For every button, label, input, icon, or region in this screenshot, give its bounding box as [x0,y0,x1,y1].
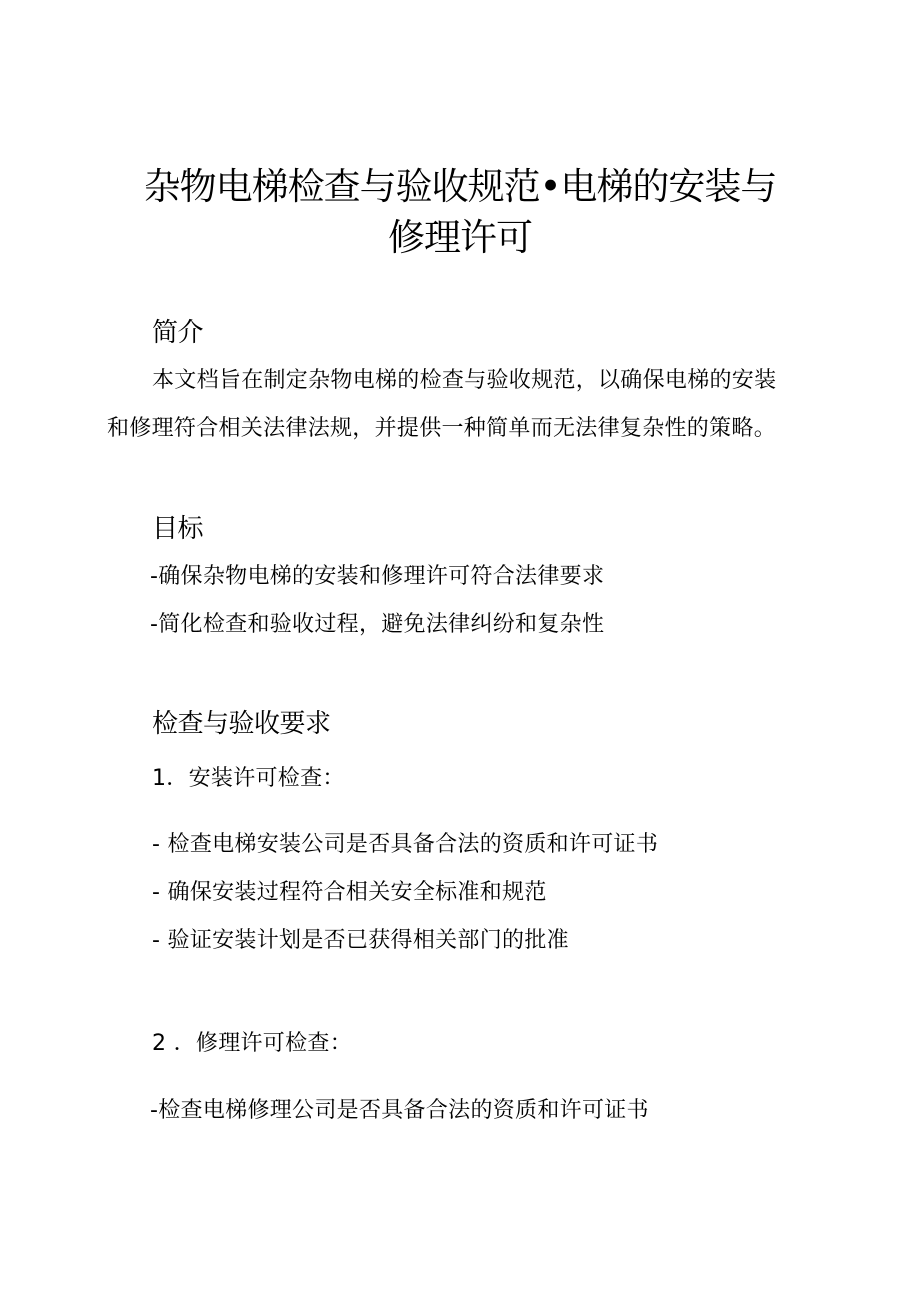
install-check-item: - 验证安装计划是否已获得相关部门的批准 [152,928,569,953]
repair-check-item: -检查电梯修理公司是否具备合法的资质和许可证书 [150,1098,649,1123]
goal-item: -简化检查和验收过程，避免法律纠纷和复杂性 [150,612,605,637]
install-check-item: - 确保安装过程符合相关安全标准和规范 [152,880,547,905]
install-permit-check-title: 1．安装许可检查： [152,766,345,791]
goal-item: -确保杂物电梯的安装和修理许可符合法律要求 [150,564,605,589]
document-title-line-1: 杂物电梯检查与验收规范•电梯的安装与 [143,165,777,208]
intro-paragraph-line-2: 和修理符合相关法律法规，并提供一种简单而无法律复杂性的策略。 [107,416,777,441]
goals-heading: 目标 [152,514,204,544]
document-title-line-2: 修理许可 [388,216,532,259]
intro-paragraph-line-1: 本文档旨在制定杂物电梯的检查与验收规范，以确保电梯的安装 [152,368,777,393]
repair-permit-check-title: 2 ．修理许可检查： [152,1031,352,1056]
intro-heading: 简介 [152,318,204,348]
requirements-heading: 检查与验收要求 [152,709,331,739]
install-check-item: - 检查电梯安装公司是否具备合法的资质和许可证书 [152,832,659,857]
